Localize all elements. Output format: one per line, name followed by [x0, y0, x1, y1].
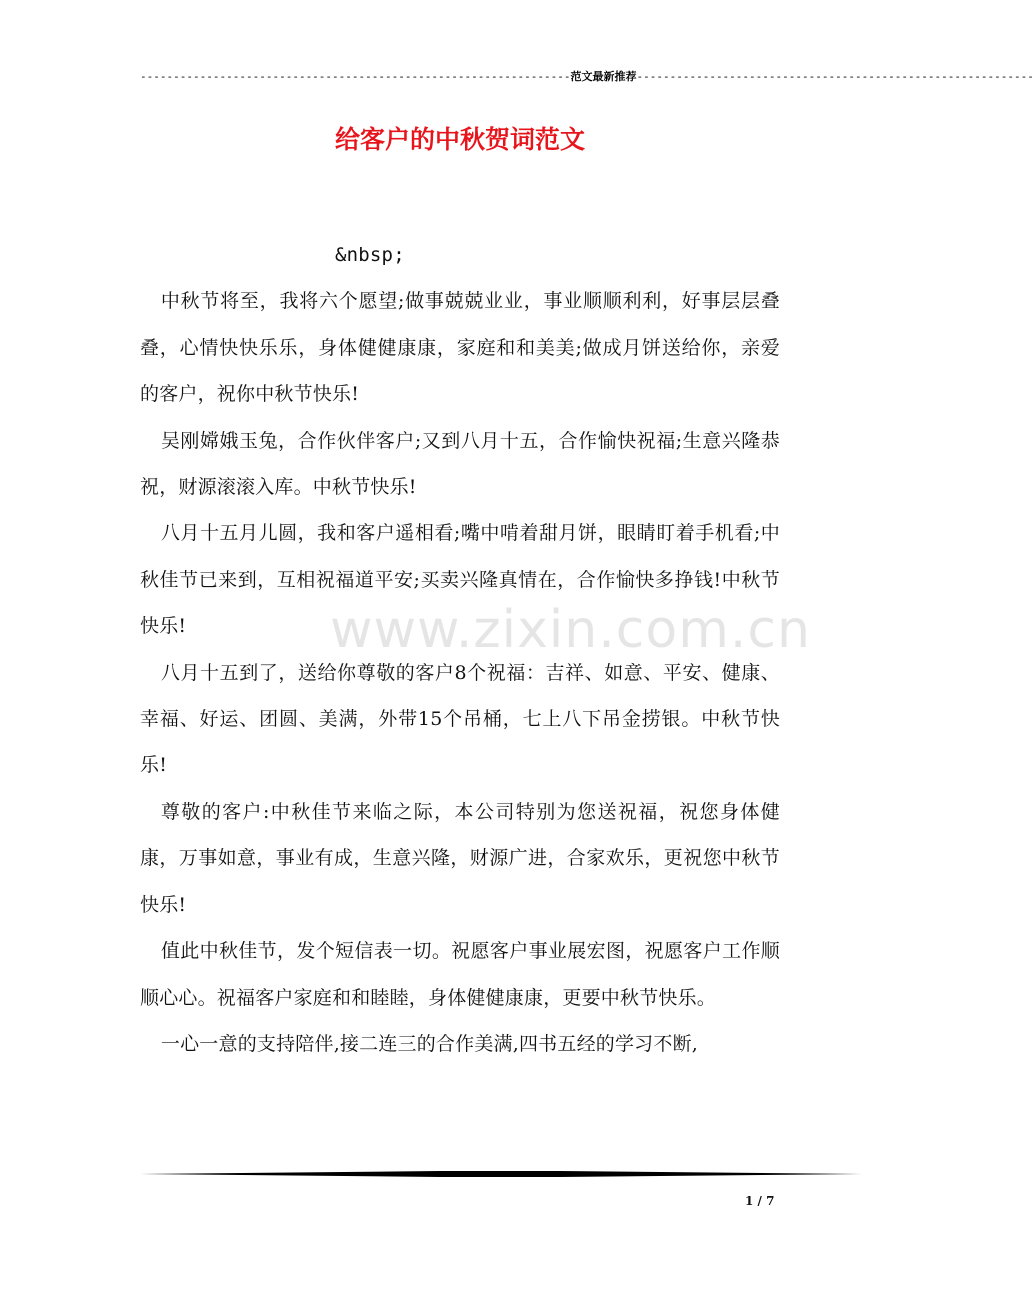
paragraph: 中秋节将至，我将六个愿望;做事兢兢业业，事业顺顺利利，好事层层叠叠，心情快快乐乐，身体健健康康，家庭和和美美;做成月饼送给你，亲爱的客户，祝你中秋节快乐!	[140, 290, 780, 406]
paragraph: 值此中秋佳节，发个短信表一切。祝愿客户事业展宏图，祝愿客户工作顺顺心心。祝福客户家庭和和睦睦，身体健健康康，更要中秋节快乐。	[140, 940, 780, 1009]
header-label: 范文最新推荐	[570, 70, 637, 83]
paragraph: 一心一意的支持陪伴,接二连三的合作美满,四书五经的学习不断,	[160, 1032, 699, 1055]
paragraph: 吴刚嫦娥玉兔，合作伙伴客户;又到八月十五，合作愉快祝福;生意兴隆恭祝，财源滚滚入库。中秋节快乐!	[140, 429, 780, 499]
header-banner	[140, 70, 1034, 84]
paragraph: 八月十五月儿圆，我和客户遥相看;嘴中啃着甜月饼，眼睛盯着手机看;中秋佳节已来到，互相祝福道平安;买卖兴隆真情在，合作愉快多挣钱!中秋节快乐!	[140, 522, 780, 638]
page-number: 1 / 7	[745, 1194, 775, 1208]
document-body	[140, 232, 780, 1067]
header-right-dashes: ------------------------------------------------------------	[636, 70, 1034, 83]
document-title: 给客户的中秋贺词范文	[334, 125, 585, 154]
watermark: www.zixin.com.cn	[330, 600, 811, 660]
paragraph-nbsp: &nbsp;	[335, 244, 405, 266]
paragraph: 八月十五到了，送给你尊敬的客户8个祝福：吉祥、如意、平安、健康、幸福、好运、团圆、美满，外带15个吊桶，七上八下吊金捞银。中秋节快乐!	[140, 661, 780, 777]
footer-rule	[140, 1170, 862, 1178]
header-left-dashes: -----------------------------------------------------------------	[140, 70, 571, 83]
paragraph: 尊敬的客户:中秋佳节来临之际，本公司特别为您送祝福，祝您身体健康，万事如意，事业有成，生意兴隆，财源广进，合家欢乐，更祝您中秋节快乐!	[140, 800, 780, 916]
